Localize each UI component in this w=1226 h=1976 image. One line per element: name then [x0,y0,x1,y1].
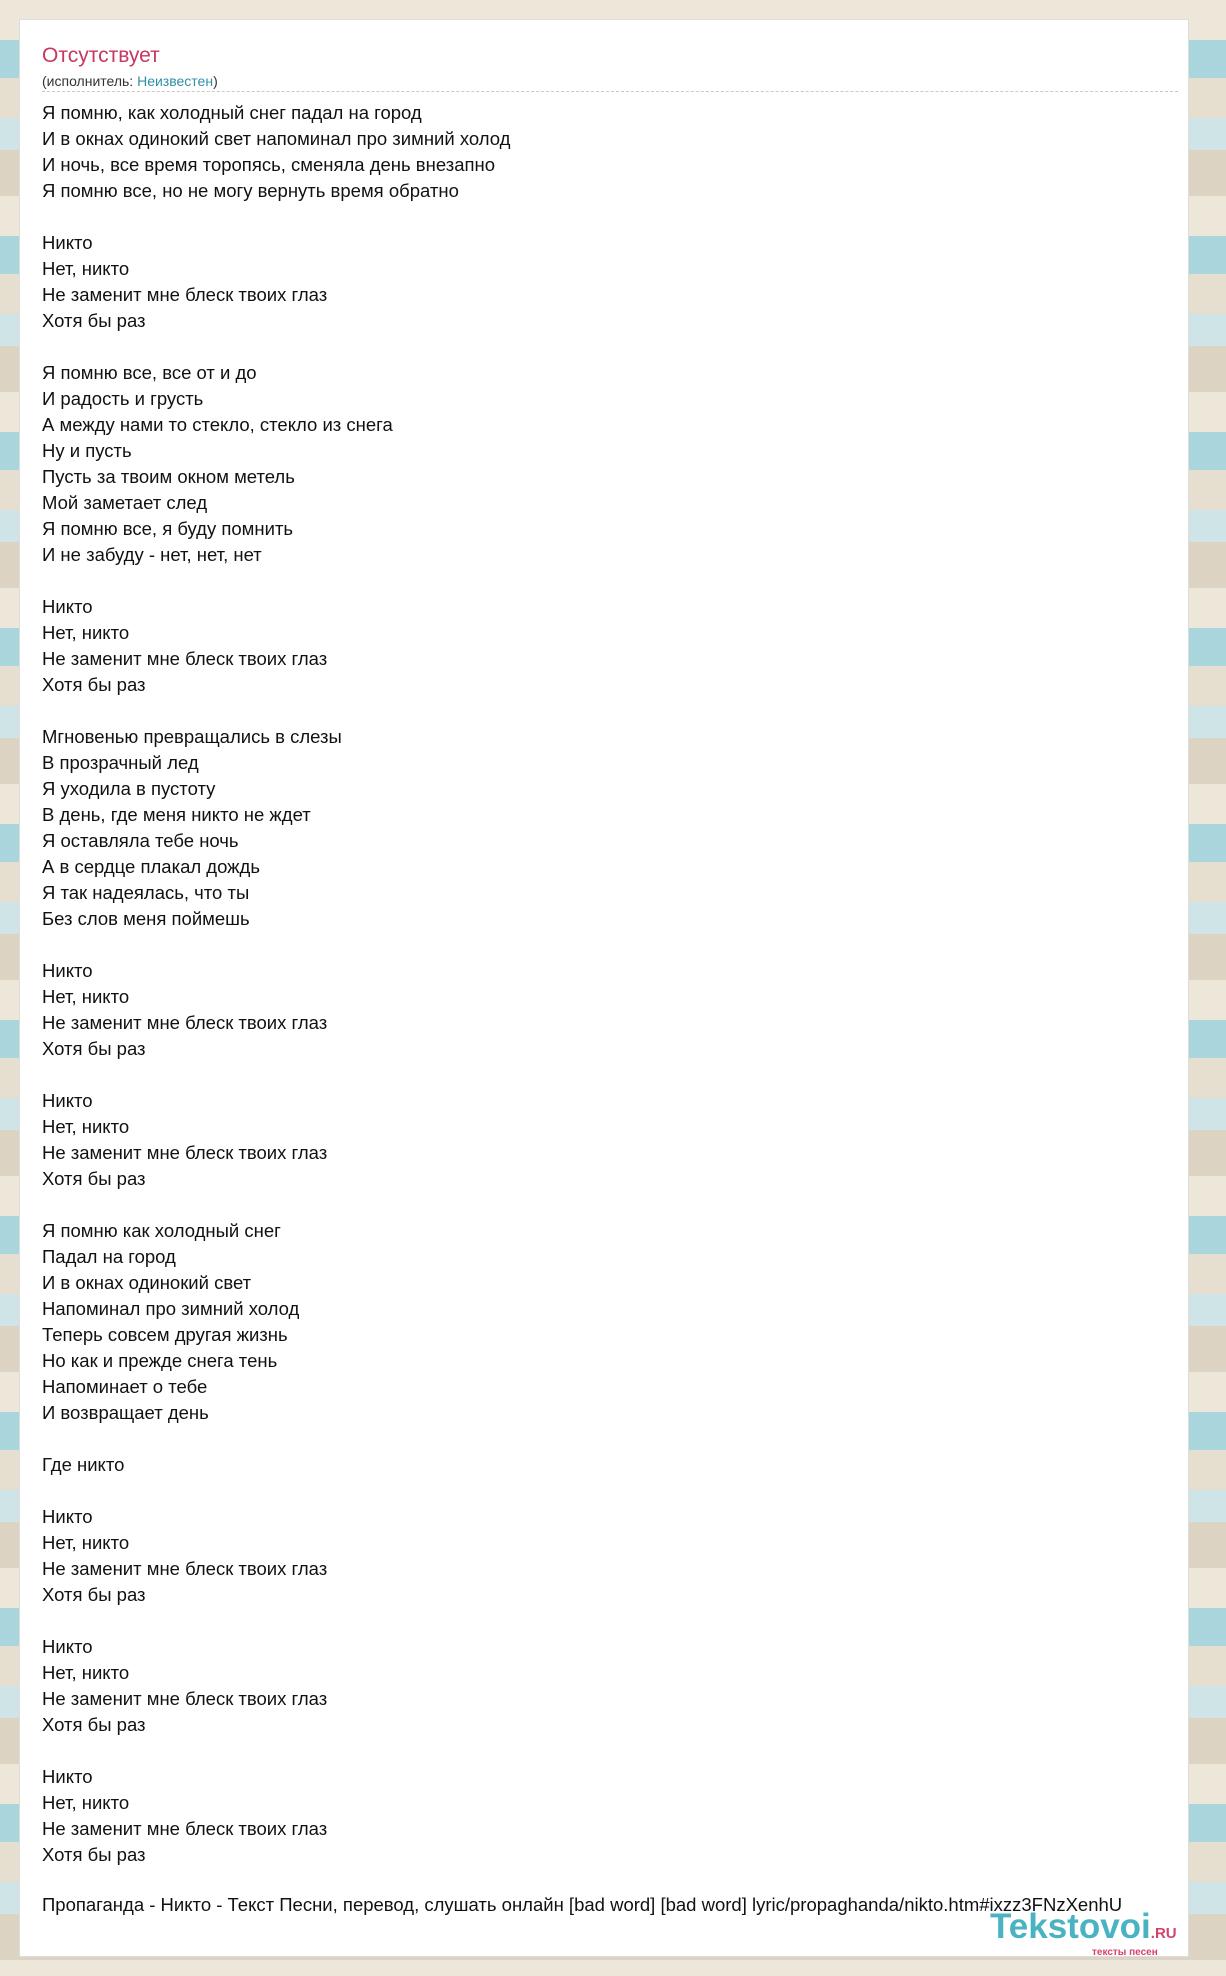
lyric-line: Напоминает о тебе [42,1376,208,1397]
lyric-line: Я уходила в пустоту [42,778,216,799]
lyrics-text [42,100,1178,1868]
lyric-blank-line [42,1478,1178,1504]
lyric-line: И в окнах одинокий свет [42,1272,252,1293]
lyric-line: Нет, никто [42,258,130,279]
lyric-line: Нет, никто [42,1532,130,1553]
lyric-line: Ну и пусть [42,440,132,461]
lyric-line: Никто [42,960,93,981]
lyric-line: И ночь, все время торопясь, сменяла день внезапно [42,154,496,175]
lyric-line: Я помню, как холодный снег падал на город [42,102,422,123]
lyric-blank-line [42,1608,1178,1634]
lyric-blank-line [42,1426,1178,1452]
lyric-line: Я помню как холодный снег [42,1220,281,1241]
logo-name: Tekstovoi [990,1907,1151,1946]
lyric-line: Нет, никто [42,1792,130,1813]
lyric-line: Пусть за твоим окном метель [42,466,295,487]
lyric-line: Никто [42,232,93,253]
lyric-line: Теперь совсем другая жизнь [42,1324,288,1345]
lyric-line: Хотя бы раз [42,1168,146,1189]
lyric-line: Нет, никто [42,986,130,1007]
lyric-line: Я помню все, я буду помнить [42,518,294,539]
lyric-line: Я оставляла тебе ночь [42,830,239,851]
lyric-line: Я помню все, все от и до [42,362,257,383]
lyric-blank-line [42,1738,1178,1764]
lyric-line: Не заменит мне блеск твоих глаз [42,284,328,305]
lyric-line: И не забуду - нет, нет, нет [42,544,262,565]
logo-tagline: тексты песен [1092,1947,1158,1956]
performer-line [42,72,218,90]
lyric-line: Не заменит мне блеск твоих глаз [42,648,328,669]
lyric-line: Хотя бы раз [42,1844,146,1865]
lyric-line: Хотя бы раз [42,1038,146,1059]
lyric-line: Не заменит мне блеск твоих глаз [42,1142,328,1163]
lyric-line: В день, где меня никто не ждет [42,804,311,825]
lyric-line: В прозрачный лед [42,752,199,773]
lyric-line: Без слов меня поймешь [42,908,250,929]
lyric-blank-line [42,932,1178,958]
lyric-line: А в сердце плакал дождь [42,856,260,877]
lyric-line: Мгновенью превращались в слезы [42,726,342,747]
lyric-line: Никто [42,1506,93,1527]
lyric-line: Нет, никто [42,1116,130,1137]
lyric-line: И в окнах одинокий свет напоминал про зимний холод [42,128,511,149]
performer-link[interactable]: Неизвестен [137,73,214,89]
lyric-line: Напоминал про зимний холод [42,1298,300,1319]
lyric-blank-line [42,1062,1178,1088]
lyric-blank-line [42,698,1178,724]
logo-suffix: .RU [1150,1925,1177,1942]
lyric-line: И возвращает день [42,1402,209,1423]
lyric-line: Не заменит мне блеск твоих глаз [42,1688,328,1709]
lyric-line: Но как и прежде снега тень [42,1350,278,1371]
lyrics-card [20,20,1188,1956]
lyric-line: Хотя бы раз [42,310,146,331]
lyric-line: Не заменит мне блеск твоих глаз [42,1558,328,1579]
lyric-line: Я помню все, но не могу вернуть время обратно [42,180,459,201]
footer-source-text: Пропаганда - Никто - Текст Песни, перевод, слушать онлайн [bad word] [bad word] lyric/propaghanda/nikto.htm#ixzz3FNzXenhU [42,1894,1123,1915]
lyric-blank-line [42,568,1178,594]
lyric-line: Не заменит мне блеск твоих глаз [42,1012,328,1033]
lyric-line: Нет, никто [42,1662,130,1683]
lyric-line: А между нами то стекло, стекло из снега [42,414,393,435]
lyric-line: Не заменит мне блеск твоих глаз [42,1818,328,1839]
performer-prefix: (исполнитель: [42,73,138,89]
lyric-line: И радость и грусть [42,388,204,409]
lyric-blank-line [42,1192,1178,1218]
lyric-line: Никто [42,1766,93,1787]
song-title[interactable]: Отсутствует [42,44,160,67]
lyric-line: Никто [42,1636,93,1657]
lyric-line: Хотя бы раз [42,1584,146,1605]
lyric-line: Падал на город [42,1246,176,1267]
lyric-line: Никто [42,1090,93,1111]
title-divider [42,91,1178,92]
lyric-blank-line [42,334,1178,360]
lyric-line: Никто [42,596,93,617]
lyric-line: Я так надеялась, что ты [42,882,250,903]
lyric-line: Хотя бы раз [42,1714,146,1735]
lyric-line: Нет, никто [42,622,130,643]
lyric-line: Мой заметает след [42,492,208,513]
lyric-line: Где никто [42,1454,125,1475]
lyric-line: Хотя бы раз [42,674,146,695]
lyric-blank-line [42,204,1178,230]
performer-suffix: ) [213,73,218,89]
